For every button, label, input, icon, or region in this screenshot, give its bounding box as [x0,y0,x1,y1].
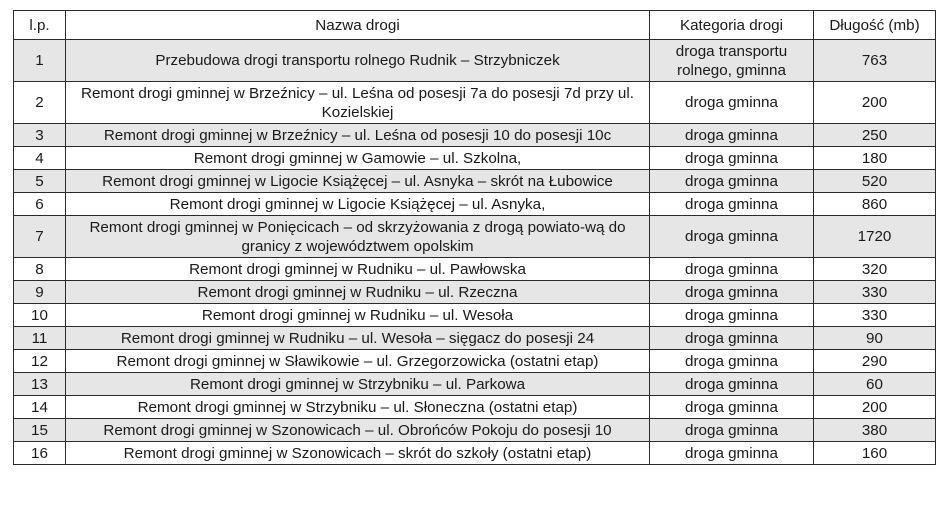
cell-nazwa: Remont drogi gminnej w Gamowie – ul. Szkolna, [66,147,650,170]
header-nazwa: Nazwa drogi [66,11,650,40]
cell-kategoria: droga gminna [650,193,814,216]
cell-lp: 8 [14,258,66,281]
cell-kategoria: droga gminna [650,396,814,419]
cell-dlugosc: 763 [814,40,936,82]
cell-lp: 2 [14,82,66,124]
table-row [14,396,936,419]
table-row [14,82,936,124]
cell-nazwa: Remont drogi gminnej w Rudniku – ul. Wesoła [66,304,650,327]
cell-dlugosc: 860 [814,193,936,216]
table-row [14,419,936,442]
cell-lp: 4 [14,147,66,170]
cell-nazwa: Remont drogi gminnej w Ponięcicach – od skrzyżowania z drogą powiato-wą do granicy z województwem opolskim [66,216,650,258]
table-row [14,147,936,170]
cell-nazwa: Remont drogi gminnej w Sławikowie – ul. Grzegorzowicka (ostatni etap) [66,350,650,373]
header-dlugosc: Długość (mb) [814,11,936,40]
cell-lp: 3 [14,124,66,147]
cell-nazwa: Remont drogi gminnej w Rudniku – ul. Wesoła – sięgacz do posesji 24 [66,327,650,350]
cell-kategoria: droga gminna [650,216,814,258]
header-lp: l.p. [14,11,66,40]
table-row [14,124,936,147]
cell-nazwa: Remont drogi gminnej w Rudniku – ul. Rzeczna [66,281,650,304]
cell-kategoria: droga gminna [650,82,814,124]
cell-kategoria: droga gminna [650,327,814,350]
cell-dlugosc: 380 [814,419,936,442]
cell-dlugosc: 320 [814,258,936,281]
cell-lp: 12 [14,350,66,373]
cell-dlugosc: 90 [814,327,936,350]
cell-dlugosc: 160 [814,442,936,465]
cell-lp: 5 [14,170,66,193]
table-row [14,216,936,258]
cell-nazwa: Remont drogi gminnej w Szonowicach – ul. Obrońców Pokoju do posesji 10 [66,419,650,442]
table-row [14,442,936,465]
cell-kategoria: droga gminna [650,170,814,193]
cell-lp: 16 [14,442,66,465]
cell-dlugosc: 200 [814,82,936,124]
cell-kategoria: droga gminna [650,147,814,170]
cell-dlugosc: 330 [814,281,936,304]
cell-kategoria: droga gminna [650,258,814,281]
table-header-row [14,11,936,40]
cell-dlugosc: 180 [814,147,936,170]
cell-lp: 1 [14,40,66,82]
cell-nazwa: Remont drogi gminnej w Ligocie Książęcej – ul. Asnyka – skrót na Łubowice [66,170,650,193]
table-row [14,193,936,216]
header-kategoria: Kategoria drogi [650,11,814,40]
cell-lp: 11 [14,327,66,350]
cell-kategoria: droga gminna [650,304,814,327]
cell-lp: 9 [14,281,66,304]
cell-lp: 7 [14,216,66,258]
cell-lp: 15 [14,419,66,442]
cell-kategoria: droga transportu rolnego, gminna [650,40,814,82]
cell-dlugosc: 520 [814,170,936,193]
cell-nazwa: Remont drogi gminnej w Strzybniku – ul. Słoneczna (ostatni etap) [66,396,650,419]
cell-nazwa: Remont drogi gminnej w Szonowicach – skrót do szkoły (ostatni etap) [66,442,650,465]
cell-nazwa: Remont drogi gminnej w Strzybniku – ul. Parkowa [66,373,650,396]
table-row [14,281,936,304]
cell-nazwa: Remont drogi gminnej w Ligocie Książęcej – ul. Asnyka, [66,193,650,216]
cell-lp: 6 [14,193,66,216]
cell-nazwa: Remont drogi gminnej w Brzeźnicy – ul. Leśna od posesji 10 do posesji 10c [66,124,650,147]
cell-kategoria: droga gminna [650,373,814,396]
roads-table [13,10,936,465]
cell-lp: 14 [14,396,66,419]
table-row [14,327,936,350]
cell-kategoria: droga gminna [650,124,814,147]
table-row [14,40,936,82]
cell-dlugosc: 250 [814,124,936,147]
cell-dlugosc: 290 [814,350,936,373]
table-row [14,304,936,327]
table-row [14,170,936,193]
cell-kategoria: droga gminna [650,350,814,373]
roads-table-container [13,10,935,465]
cell-lp: 10 [14,304,66,327]
table-row [14,258,936,281]
cell-dlugosc: 200 [814,396,936,419]
cell-nazwa: Remont drogi gminnej w Rudniku – ul. Pawłowska [66,258,650,281]
cell-kategoria: droga gminna [650,281,814,304]
cell-dlugosc: 1720 [814,216,936,258]
table-row [14,350,936,373]
cell-lp: 13 [14,373,66,396]
cell-nazwa: Remont drogi gminnej w Brzeźnicy – ul. Leśna od posesji 7a do posesji 7d przy ul. Kozielskiej [66,82,650,124]
cell-kategoria: droga gminna [650,419,814,442]
table-row [14,373,936,396]
cell-dlugosc: 60 [814,373,936,396]
cell-dlugosc: 330 [814,304,936,327]
cell-kategoria: droga gminna [650,442,814,465]
cell-nazwa: Przebudowa drogi transportu rolnego Rudnik – Strzybniczek [66,40,650,82]
